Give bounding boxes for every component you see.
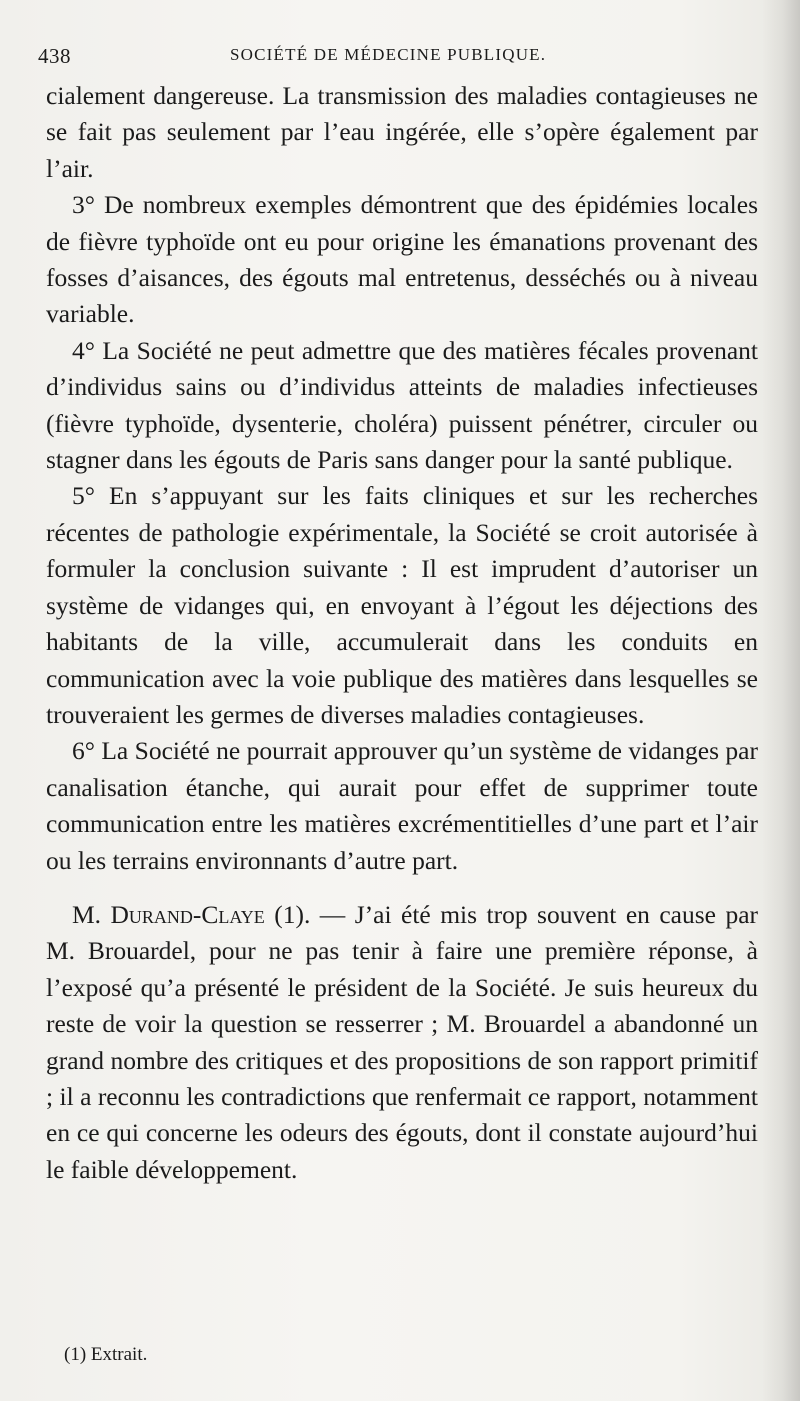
page-header [38,44,762,72]
speech-paragraph [46,897,758,1188]
paragraph-continuation: cialement dangereuse. La transmission des maladies contagieuses ne se fait pas seulement par l’eau ingérée, elle s’opère également par l’air. [46,81,758,183]
running-title: SOCIÉTÉ DE MÉDECINE PUBLIQUE. [230,45,547,64]
speech-text: — J’ai été mis trop souvent en cause par M. Brouardel, pour ne pas tenir à faire une première réponse, à l’exposé qu’a présenté le président de la Société. Je suis heureux du reste de voir la question se resserrer ; M. Brouardel a abandonné un grand nombre des critiques et des propositions de son rapport primitif ; il a reconnu les contradictions que renfermait ce rapport, notamment en ce qui concerne les odeurs des égouts, dont il constate aujourd’hui le faible développement. [46,899,759,1184]
body-text [46,78,758,1188]
paragraph-item-4: 4° La Société ne peut admettre que des matières fécales provenant d’individus sains ou d’individus atteints de maladies infectieuses (fièvre typhoïde, dysenterie, choléra) puissent pénétrer, circuler ou stagner dans les égouts de Paris sans danger pour la santé publique. [46,335,758,475]
page-number: 438 [38,44,71,68]
paragraph-item-3: 3° De nombreux exemples démontrent que des épidémies locales de fièvre typhoïde ont eu pour origine les émanations provenant des fosses d’aisances, des égouts mal entretenus, desséchés ou à niveau variable. [46,190,758,329]
paragraph-item-5: 5° En s’appuyant sur les faits cliniques et sur les recherches récentes de pathologie expérimentale, la Société se croit autorisée à formuler la conclusion suivante : Il est imprudent d’autoriser un système de vidanges qui, en envoyant à l’égout les déjections des habitants de la ville, accumulerait dans les conduits en communication avec la voie publique des matières dans lesquelles se trouveraient les germes de diverses maladies contagieuses. [46,481,758,729]
footnote-reference: (1). [264,899,311,929]
page-edge-shadow [762,0,800,1401]
speaker-name: M. Durand-Claye [72,899,265,929]
footnote: (1) Extrait. [64,1344,148,1365]
paragraph-item-6: 6° La Société ne pourrait approuver qu’un système de vidanges par canalisation étanche, qui aurait pour effet de supprimer toute communication entre les matières excrémentitielles d’une part et l’air ou les terrains environnants d’autre part. [46,736,758,875]
